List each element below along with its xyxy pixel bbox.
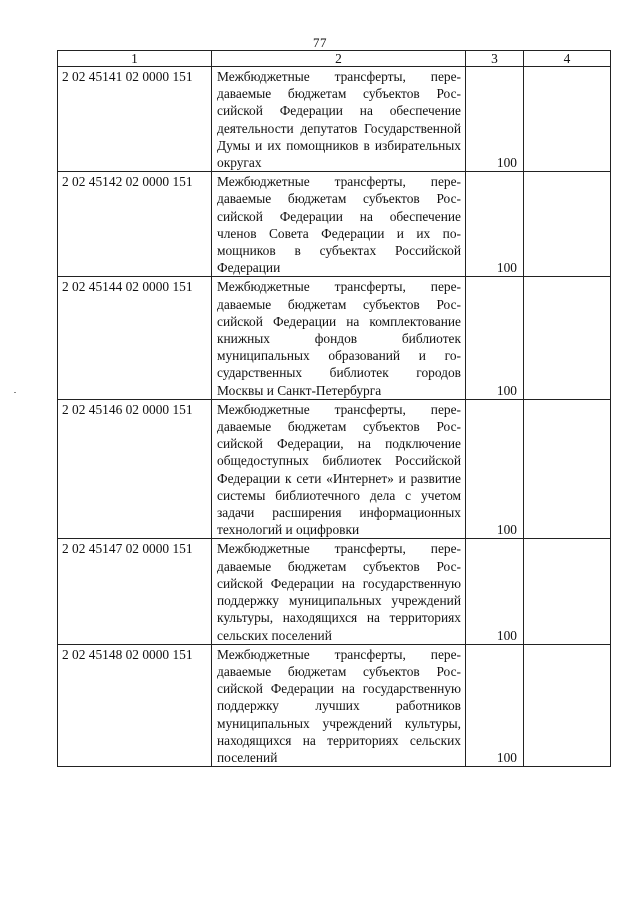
row-code: 2 02 45148 02 0000 151 xyxy=(58,644,212,766)
row-amount xyxy=(466,67,524,172)
row-col4 xyxy=(524,399,611,539)
row-amount xyxy=(466,172,524,277)
row-code: 2 02 45141 02 0000 151 xyxy=(58,67,212,172)
table-row xyxy=(58,399,611,539)
row-code: 2 02 45142 02 0000 151 xyxy=(58,172,212,277)
row-amount xyxy=(466,539,524,644)
header-col-4: 4 xyxy=(524,51,611,67)
row-amount-value: 100 xyxy=(496,627,517,643)
row-amount xyxy=(466,399,524,539)
row-amount-value: 100 xyxy=(496,260,517,276)
row-description: Межбюджетные трансферты, передаваемые бюджетам субъектов Российской Федерации на обеспечение деятельности депутатов Государственной Думы и их помощников в избирательных округах xyxy=(212,67,466,172)
row-col4 xyxy=(524,277,611,399)
row-col4 xyxy=(524,172,611,277)
row-description: Межбюджетные трансферты, передаваемые бюджетам субъектов Российской Федерации на государственную поддержку лучших работников муниципальных учреждений культуры, находящихся на территориях сельских поселений xyxy=(212,644,466,766)
row-code: 2 02 45144 02 0000 151 xyxy=(58,277,212,399)
row-description: Межбюджетные трансферты, передаваемые бюджетам субъектов Российской Федерации на комплектование книжных фондов библиотек муниципальных образований и государственных библиотек городов Москвы и Санкт-Петербурга xyxy=(212,277,466,399)
row-code: 2 02 45147 02 0000 151 xyxy=(58,539,212,644)
row-col4 xyxy=(524,644,611,766)
row-col4 xyxy=(524,539,611,644)
table-row xyxy=(58,644,611,766)
row-amount-value: 100 xyxy=(496,382,517,398)
row-description: Межбюджетные трансферты, передаваемые бюджетам субъектов Российской Федерации, на подключение общедоступных библиотек Российской Федерации к сети «Интернет» и развитие системы библиотечного дела с учетом задачи расширения информационных технологий и оцифровки xyxy=(212,399,466,539)
margin-mark xyxy=(14,392,16,393)
row-col4 xyxy=(524,67,611,172)
row-amount-value: 100 xyxy=(496,155,517,171)
header-col-1: 1 xyxy=(58,51,212,67)
header-row xyxy=(58,51,611,67)
table-row xyxy=(58,539,611,644)
header-col-3: 3 xyxy=(466,51,524,67)
row-description: Межбюджетные трансферты, передаваемые бюджетам субъектов Российской Федерации на обеспечение членов Совета Федерации и их помощников в субъектах Российской Федерации xyxy=(212,172,466,277)
row-amount xyxy=(466,277,524,399)
row-amount xyxy=(466,644,524,766)
row-amount-value: 100 xyxy=(496,522,517,538)
table-row xyxy=(58,172,611,277)
row-code: 2 02 45146 02 0000 151 xyxy=(58,399,212,539)
table-header xyxy=(58,51,611,67)
row-amount-value: 100 xyxy=(496,749,517,765)
budget-table xyxy=(57,50,611,767)
page-number: 77 xyxy=(313,35,327,50)
row-description: Межбюджетные трансферты, передаваемые бюджетам субъектов Российской Федерации на государственную поддержку муниципальных учреждений культуры, находящихся на территориях сельских поселений xyxy=(212,539,466,644)
table-row xyxy=(58,67,611,172)
table-body xyxy=(58,67,611,767)
header-col-2: 2 xyxy=(212,51,466,67)
table-row xyxy=(58,277,611,399)
